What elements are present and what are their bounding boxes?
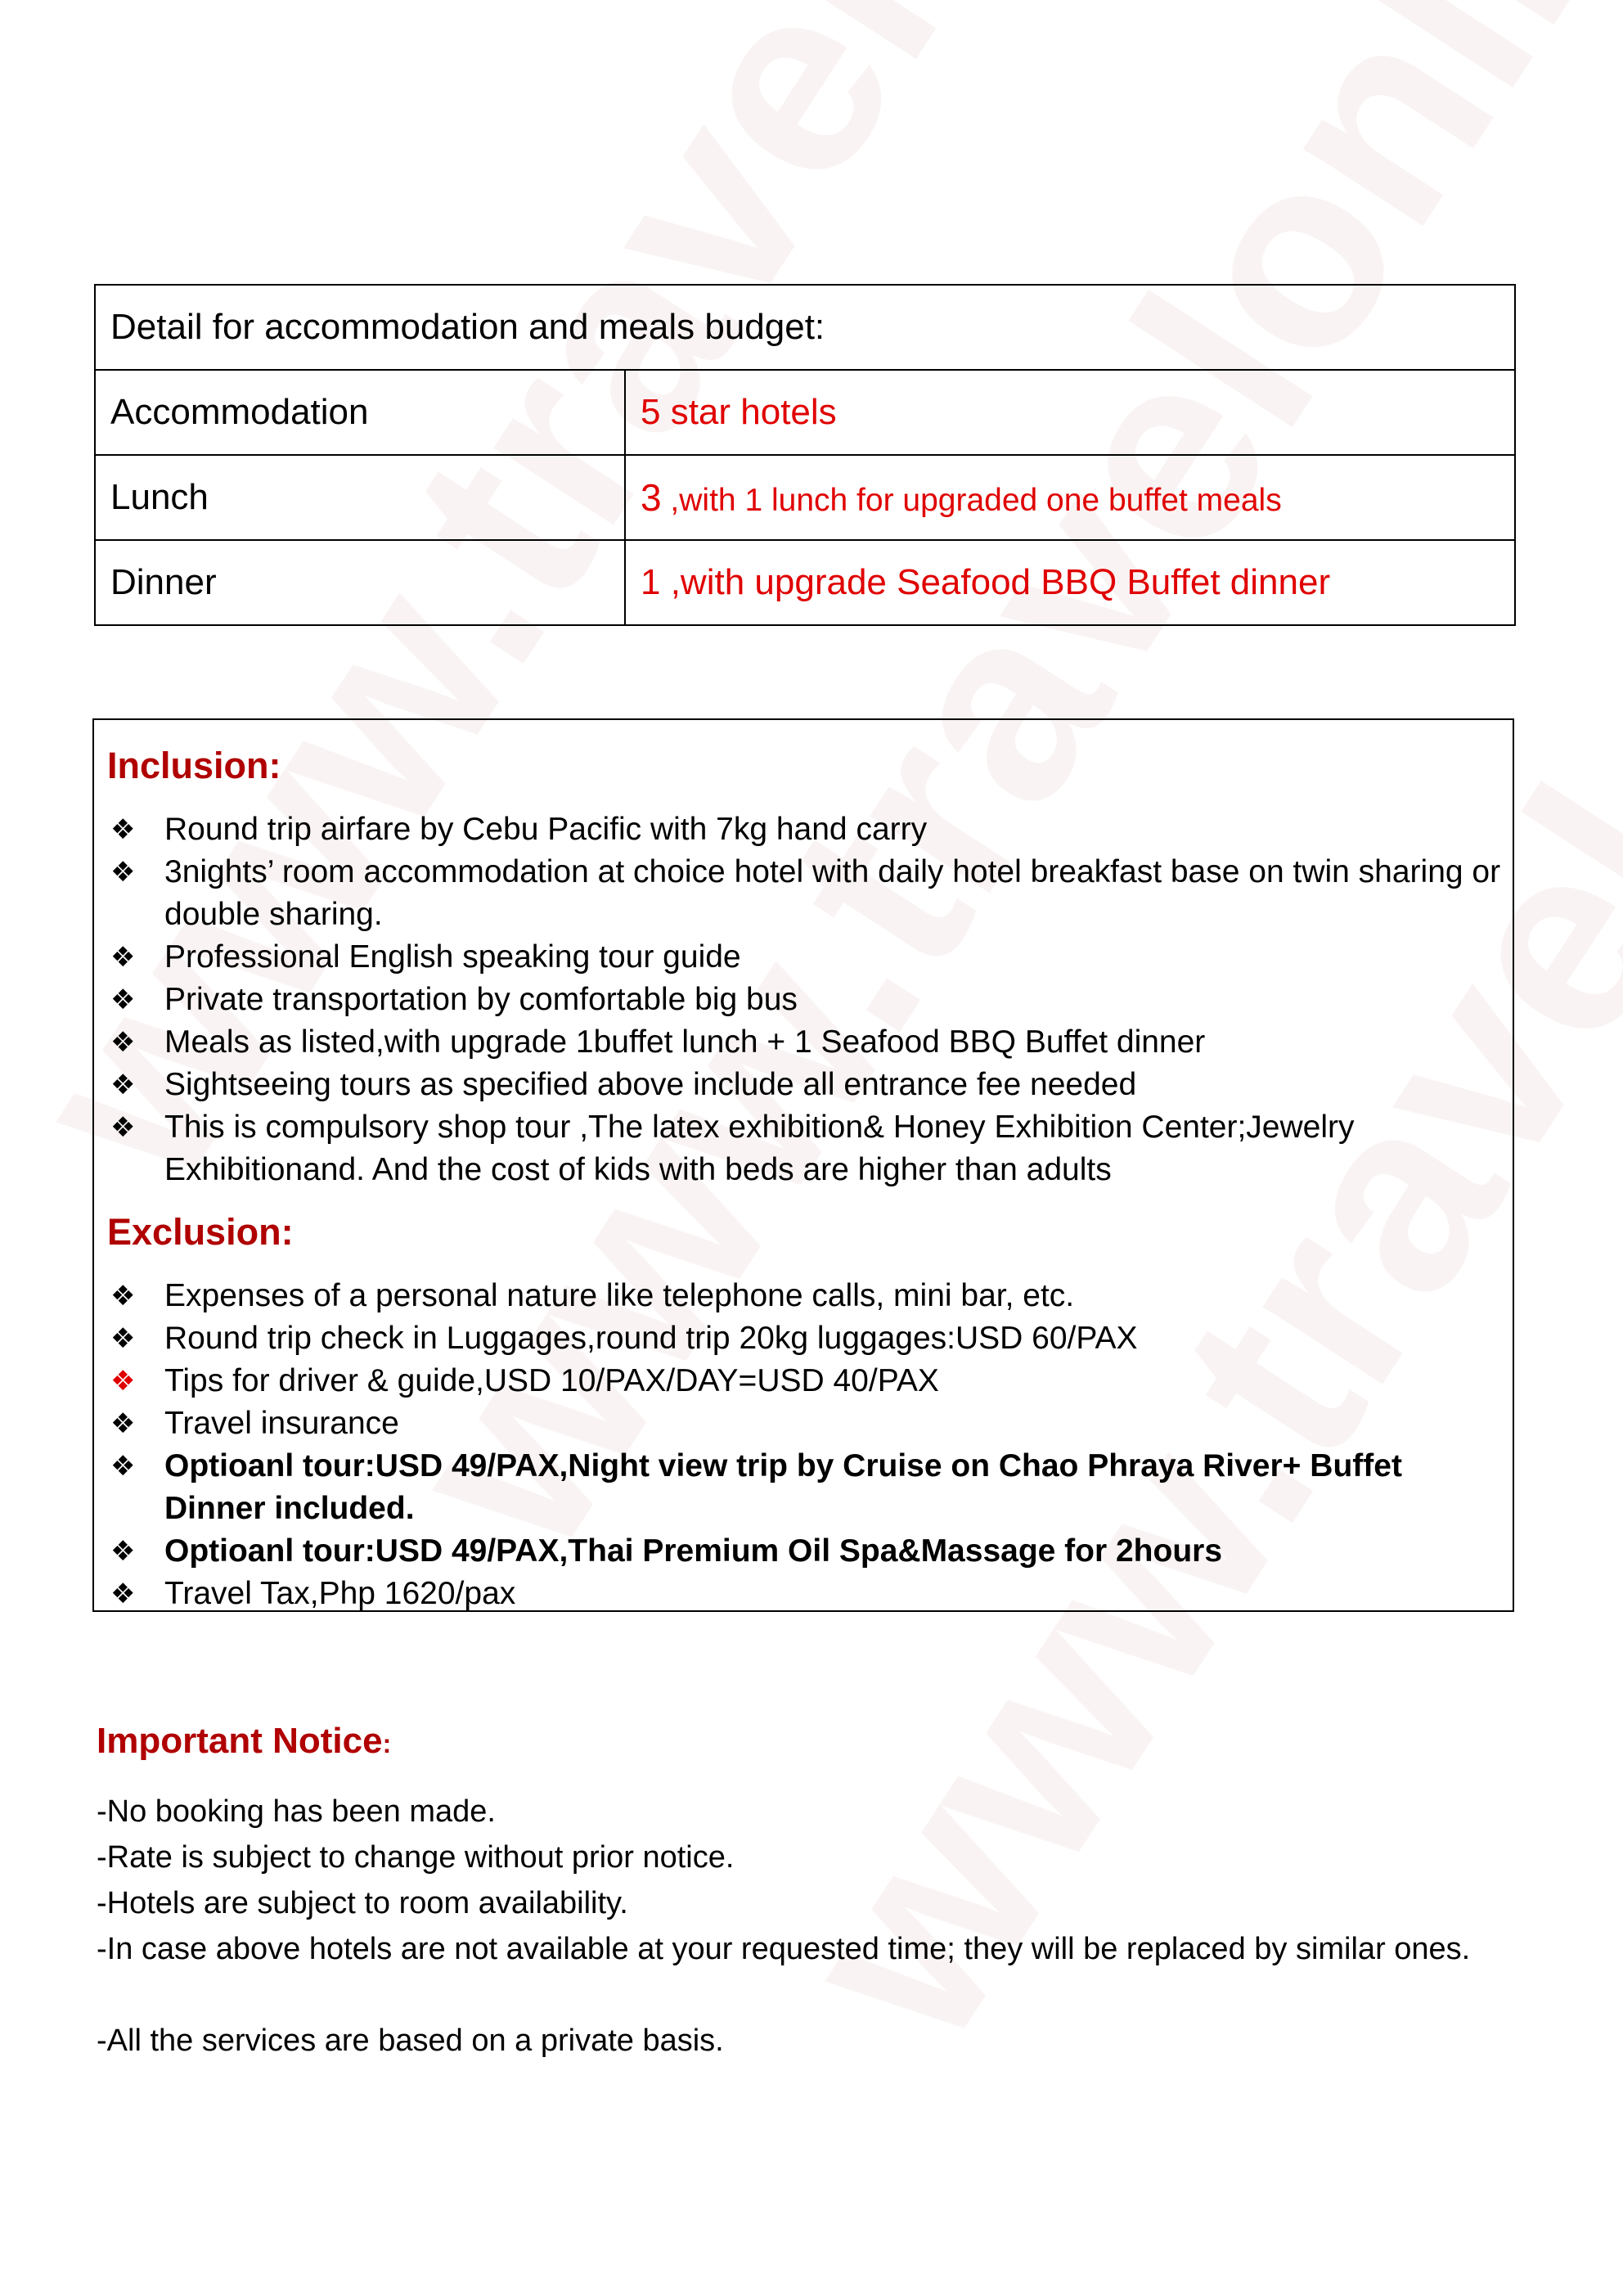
- exclusion-item-text: Optioanl tour:USD 49/PAX,Thai Premium Oil Spa&Massage for 2hours: [164, 1533, 1223, 1569]
- budget-row-label: Accommodation: [95, 370, 625, 455]
- exclusion-item-text: Expenses of a personal nature like telephone calls, mini bar, etc.: [164, 1278, 1075, 1313]
- budget-value-detail: ,with upgrade Seafood BBQ Buffet dinner: [660, 562, 1331, 602]
- budget-row-label: Dinner: [95, 540, 625, 625]
- notice-line: -Rate is subject to change without prior notice.: [97, 1840, 735, 1875]
- bullet-icon: ❖: [110, 942, 136, 973]
- bullet-icon: ❖: [110, 1323, 136, 1354]
- inclusion-item: [110, 808, 1506, 851]
- notice-title: [97, 1721, 391, 1762]
- exclusion-item: [110, 1573, 1506, 1615]
- bullet-icon: ❖: [110, 1069, 136, 1101]
- notice-title-text: Important Notice: [97, 1721, 383, 1761]
- bullet-icon: ❖: [110, 1366, 136, 1397]
- inclusion-item-text: Professional English speaking tour guide: [164, 939, 741, 975]
- inclusion-item-text: Meals as listed,with upgrade 1buffet lunch + 1 Seafood BBQ Buffet dinner: [164, 1024, 1206, 1060]
- exclusion-title: Exclusion:: [107, 1211, 294, 1253]
- inclusion-item: [110, 1064, 1506, 1106]
- exclusion-item-text: Optioanl tour:USD 49/PAX,Night view trip by Cruise on Chao Phraya River+ Buffet Dinner included.: [164, 1448, 1402, 1526]
- budget-row-lunch: [95, 455, 1515, 540]
- exclusion-item: [110, 1275, 1506, 1317]
- exclusion-item: [110, 1402, 1506, 1445]
- bullet-icon: ❖: [110, 1536, 136, 1567]
- budget-row-value: [625, 455, 1515, 540]
- inclusion-item: [110, 936, 1506, 979]
- bullet-icon: ❖: [110, 1578, 136, 1609]
- notice-line: -No booking has been made.: [97, 1794, 496, 1829]
- notice-line: -In case above hotels are not available at your requested time; they will be replaced by similar ones.: [97, 1932, 1471, 1966]
- exclusion-item: [110, 1360, 1506, 1402]
- exclusion-item: [110, 1445, 1506, 1530]
- exclusion-item: [110, 1530, 1506, 1573]
- exclusion-item-text: Travel insurance: [164, 1406, 399, 1441]
- exclusion-item-text: Round trip check in Luggages,round trip 20kg luggages:USD 60/PAX: [164, 1321, 1138, 1356]
- bullet-icon: ❖: [110, 1281, 136, 1312]
- budget-row-dinner: [95, 540, 1515, 625]
- inclusion-item-text: 3nights’ room accommodation at choice hotel with daily hotel breakfast base on twin sharing or double sharing.: [164, 854, 1501, 932]
- inclusion-item-text: This is compulsory shop tour ,The latex exhibition& Honey Exhibition Center;Jewelry Exhibitionand. And the cost of kids with beds are higher than adults: [164, 1110, 1355, 1187]
- inclusion-item: [110, 1021, 1506, 1064]
- notice-line: -All the services are based on a private basis.: [97, 2024, 724, 2058]
- notice-line: -Hotels are subject to room availability.: [97, 1886, 628, 1920]
- exclusion-item-text: Tips for driver & guide,USD 10/PAX/DAY=USD 40/PAX: [164, 1363, 939, 1398]
- exclusion-item-text: Travel Tax,Php 1620/pax: [164, 1576, 516, 1611]
- bullet-icon: ❖: [110, 857, 136, 888]
- budget-table-header: Detail for accommodation and meals budget:: [95, 285, 1515, 370]
- budget-row-label: Lunch: [95, 455, 625, 540]
- inclusion-item-text: Round trip airfare by Cebu Pacific with 7kg hand carry: [164, 812, 928, 847]
- budget-value-count: 3: [641, 476, 662, 519]
- inclusion-item-text: Private transportation by comfortable big bus: [164, 982, 798, 1017]
- inclusion-item-text: Sightseeing tours as specified above include all entrance fee needed: [164, 1067, 1137, 1102]
- inclusion-item: [110, 851, 1506, 936]
- notice-title-colon: :: [382, 1729, 392, 1758]
- bullet-icon: ❖: [110, 1112, 136, 1143]
- bullet-icon: ❖: [110, 814, 136, 845]
- inclusion-item: [110, 1106, 1506, 1191]
- inclusion-exclusion-box: [92, 718, 1514, 1612]
- exclusion-item: [110, 1317, 1506, 1360]
- budget-value-detail: ,with 1 lunch for upgraded one buffet meals: [661, 483, 1282, 518]
- bullet-icon: ❖: [110, 1027, 136, 1058]
- budget-row-value: 5 star hotels: [625, 370, 1515, 455]
- inclusion-title: Inclusion:: [107, 745, 281, 786]
- bullet-icon: ❖: [110, 984, 136, 1015]
- budget-table: [94, 284, 1516, 626]
- bullet-icon: ❖: [110, 1408, 136, 1439]
- bullet-icon: ❖: [110, 1451, 136, 1482]
- budget-row-value: [625, 540, 1515, 625]
- budget-value-count: 1: [641, 562, 661, 602]
- budget-row-accommodation: [95, 370, 1515, 455]
- budget-header-row: [95, 285, 1515, 370]
- inclusion-item: [110, 979, 1506, 1021]
